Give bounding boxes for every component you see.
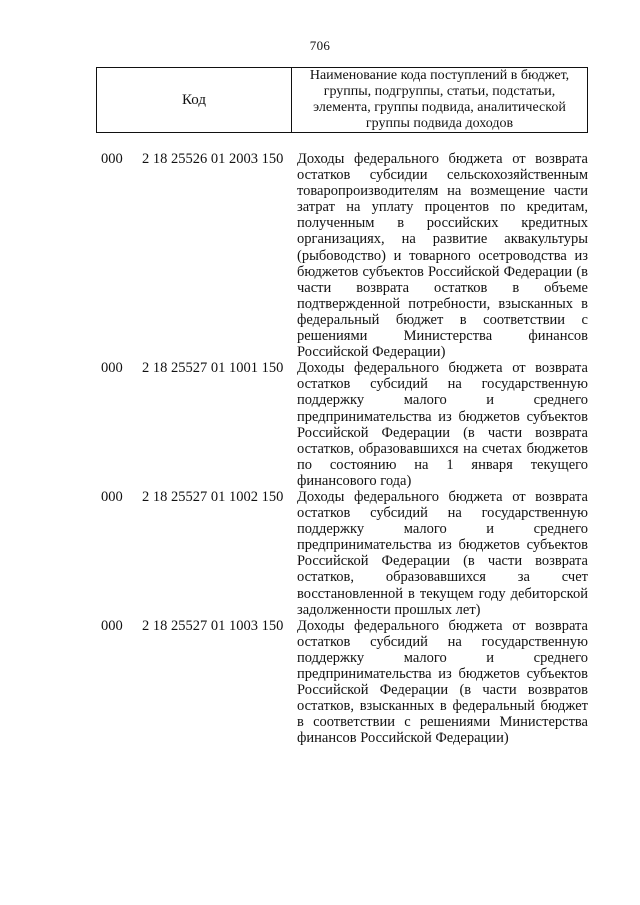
income-description: Доходы федерального бюджета от возврата остатков субсидии сельскохозяйственным товаропроизводителям на возмещение части затрат на уплату процентов по кредитам, полученным в российских кредитных организациях, на развитие аквакультуры (рыбоводство) и товарного осетроводства из бюджетов субъектов Российской Федерации (в части возврата остатков в объеме подтвержденной потребности, взысканных в федеральный бюджет в соответствии с решениями Министерства финансов Российской Федерации) — [297, 151, 588, 361]
header-code-label: Код — [97, 68, 292, 132]
header-name-label: Наименование кода поступлений в бюджет, группы, подгруппы, статьи, подстатьи, элемента, группы подвида, аналитической группы подвида доходов — [309, 67, 570, 132]
budget-code: 2 18 25527 01 1001 150 — [142, 360, 284, 377]
budget-code: 2 18 25527 01 1002 150 — [142, 488, 284, 505]
table-row — [0, 489, 640, 618]
table-header — [96, 67, 588, 133]
table-row — [0, 618, 640, 747]
admin-code: 000 — [101, 151, 123, 167]
budget-code: 2 18 25527 01 1003 150 — [142, 617, 284, 634]
admin-code: 000 — [101, 488, 123, 505]
income-description: Доходы федерального бюджета от возврата остатков субсидий на государственную поддержку малого и среднего предпринимательства из бюджетов субъектов Российской Федерации (в части возврата остатков, образовавшихся за счет восстановленной в текущем году дебиторской задолженности прошлых лет) — [297, 488, 588, 618]
income-description: Доходы федерального бюджета от возврата остатков субсидий на государственную поддержку малого и среднего предпринимательства из бюджетов субъектов Российской Федерации (в части возвратов остатков, взысканных в федеральный бюджет в соответствии с решениями Министерства финансов Российской Федерации) — [297, 617, 588, 747]
page-number: 706 — [309, 38, 331, 53]
table-body — [0, 151, 640, 746]
admin-code: 000 — [101, 617, 123, 634]
table-row — [0, 360, 640, 489]
budget-code: 2 18 25526 01 2003 150 — [142, 151, 284, 167]
income-description: Доходы федерального бюджета от возврата остатков субсидий на государственную поддержку малого и среднего предпринимательства из бюджетов субъектов Российской Федерации (в части возврата остатков, образовавшихся на счетах бюджетов по состоянию на 1 января текущего финансового года) — [297, 360, 588, 489]
admin-code: 000 — [101, 360, 123, 377]
table-row — [0, 151, 640, 360]
